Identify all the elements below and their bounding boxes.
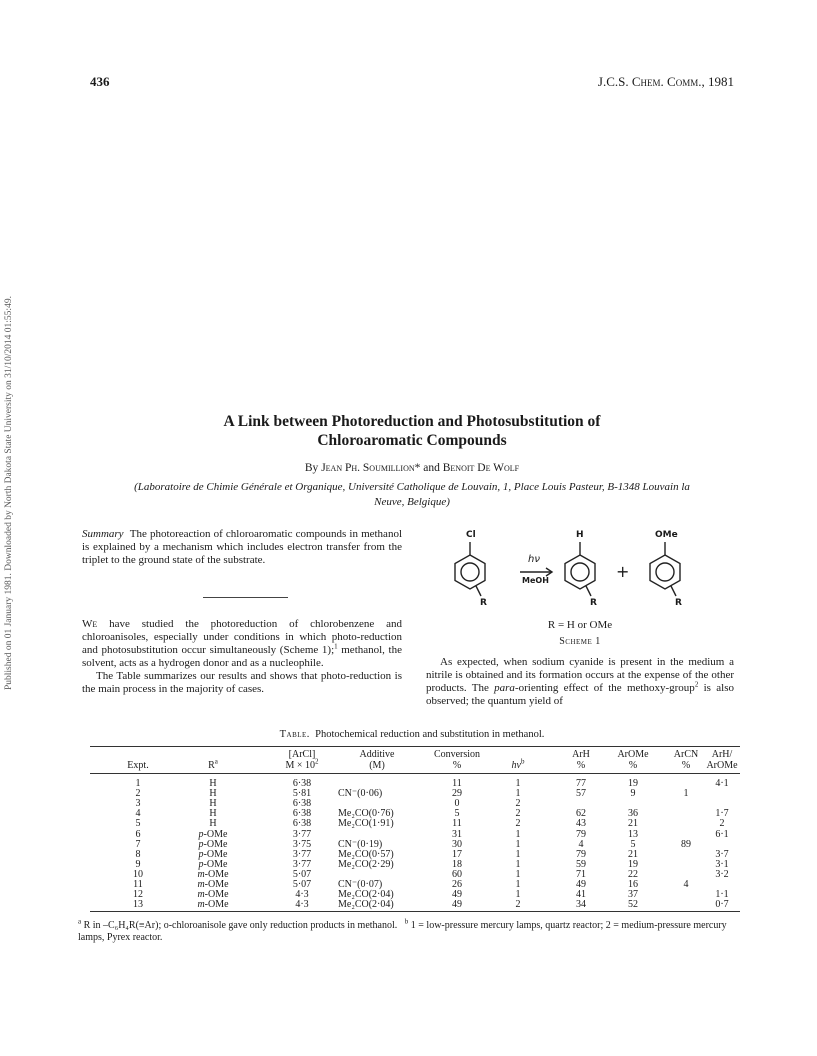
cell-conv: 30 [452,838,462,850]
aromatic-circle-1 [461,563,479,581]
cell-ratio: 1·1 [715,889,729,901]
r-definition: R = H or OMe [547,619,613,631]
paragraph-1: We have studied the photoreduction of chlorobenzene and chloroanisoles, especially under conditions in which photo-reduction and photosubstitution occur simultaneously (Scheme 1);$^1$ methanol, the solvent, acts as a hydrogen donor and as a nucleophile. [82,618,402,669]
cell-arome: 21 [628,818,638,830]
cell-conv: 5 [454,808,460,820]
cell-expt: 12 [133,889,143,901]
cell-arh: 79 [576,828,586,840]
cell-hv: 1 [515,868,521,880]
cell-r: m-OMe [197,868,229,880]
cell-conv: 31 [452,828,462,840]
table-header-rule [90,773,740,774]
cell-hv: 1 [515,879,521,890]
header-hv: $h\nu^b$ [511,757,525,771]
benzene-ring-1 [455,555,485,589]
cell-arcl: 6·38 [292,808,312,820]
scheme-caption: Scheme 1 [559,636,601,647]
cell-arh: 49 [576,879,586,890]
cell-hv: 2 [515,808,521,820]
article-title: A Link between Photoreduction and Photosubstitution of Chloroaromatic Compounds [223,413,601,449]
cell-arcn: 89 [681,838,691,850]
cell-arcl: 5·81 [292,788,312,800]
cell-arcl: 6·38 [292,778,312,789]
aromatic-circle-2 [571,563,589,581]
cell-hv: 1 [515,848,521,860]
table-top-rule [90,746,740,747]
header-r: $R^a$ [208,757,218,771]
cell-add: CN⁻(0·19) [338,838,383,850]
h-label: H [576,530,584,540]
r-label-3: R [675,598,682,608]
cell-ratio: 3·2 [715,868,729,880]
chloro-label: Cl [466,530,476,540]
header-arh-unit: % [576,760,586,771]
cell-ratio: 0·7 [715,899,729,911]
header-conversion: Conversion [433,749,481,760]
cell-add: Me₂CO(1·91) [338,818,394,830]
cell-r: p-OMe [198,838,228,850]
cell-r: p-OMe [198,848,228,860]
cell-arome: 13 [628,828,638,840]
cell-add: Me₂CO(0·57) [338,848,394,860]
cell-ratio: 2 [719,818,725,830]
cell-ratio: 1·7 [715,808,729,820]
r-label-2: R [590,598,597,608]
cell-expt: 11 [133,879,143,890]
paragraph-2: The Table summarizes our results and shows that photo-reduction is the main process in the majority of cases. [82,670,402,695]
cell-arome: 52 [628,899,638,911]
cell-arh: 71 [576,868,586,880]
cell-conv: 11 [452,818,462,830]
cell-conv: 29 [452,788,462,800]
author-1: Jean Ph. Soumillion [321,462,415,474]
cell-ratio: 6·1 [715,828,729,840]
plus-sign: + [616,562,630,581]
cell-expt: 6 [135,828,141,840]
ome-label: OMe [655,530,678,540]
cell-arcl: 5·07 [292,868,312,880]
cell-arcl: 6·38 [292,818,312,830]
cell-arh: 77 [576,778,586,789]
cell-hv: 1 [515,838,521,850]
header-arcl: [ArCl] [288,749,316,760]
cell-arh: 62 [576,808,586,820]
paragraph-3: As expected, when sodium cyanide is present in the medium a nitrile is obtained and its formation occurs at the expense of the other products. The para-orienting effect of the methoxy-group$^2$ is also observed; the quantum yield of [426,656,734,707]
section-divider [203,597,288,598]
cell-ratio: 3·1 [715,858,729,870]
cell-r: H [209,808,217,820]
header-conversion-unit: % [452,760,462,771]
header-arome: ArOMe [617,749,649,760]
meoh-label: MeOH [522,576,549,585]
cell-arome: 19 [628,858,638,870]
cell-arome: 37 [628,889,638,901]
cell-arh: 34 [576,899,586,911]
cell-expt: 3 [135,798,141,810]
cell-expt: 1 [135,778,141,789]
cell-arome: 16 [628,879,638,890]
cell-arh: 79 [576,848,586,860]
cell-expt: 2 [135,788,141,800]
cell-arcl: 5·07 [292,879,312,890]
table-footnote: $^a$ R in –C₆H₄R(≡Ar); o-chloroanisole gave only reduction products in methanol. $^b$ 1 = low-pressure mercury lamps, quartz reactor; 2 = medium-pressure mercury lamps, Pyrex reactor. [78,917,727,943]
cell-arh: 57 [576,788,586,800]
body-left-column [82,618,402,696]
cell-arome: 19 [628,778,638,789]
header-ratio-unit: ArOMe [706,760,738,771]
r-label-1: R [480,598,487,608]
cell-arh: 43 [576,818,586,830]
cell-conv: 60 [452,868,462,880]
header-arcn-unit: % [681,760,691,771]
benzene-ring-2 [565,555,595,589]
cell-ratio: 4·1 [715,778,729,789]
cell-add: CN⁻(0·06) [338,788,383,800]
table-bottom-rule [90,911,740,912]
cell-add: Me₂CO(2·04) [338,889,394,901]
cell-conv: 49 [452,899,462,911]
cell-expt: 5 [135,818,141,830]
cell-arcl: 3·77 [292,828,312,840]
cell-hv: 1 [515,788,521,800]
cell-arcl: 6·38 [292,798,312,810]
cell-r: m-OMe [197,899,229,911]
summary: Summary The photoreaction of chloroaromatic compounds in methanol is explained by a mechanism which includes electron transfer from the triplet to the ground state of the substrate. [82,528,402,566]
header-arcn: ArCN [673,749,699,760]
page-number: 436 [90,74,110,89]
cell-expt: 4 [135,808,141,820]
cell-r: m-OMe [197,879,229,890]
cell-r: H [209,778,217,789]
cell-arcl: 3·77 [292,848,312,860]
cell-arcl: 3·75 [292,838,312,850]
cell-arcl: 4·3 [295,889,309,901]
benzene-ring-3 [650,555,680,589]
cell-expt: 13 [133,899,143,911]
header-additive: Additive [359,749,395,760]
cell-arcl: 4·3 [295,899,309,911]
cell-arh: 4 [578,838,584,850]
cell-conv: 49 [452,889,462,901]
cell-r: p-OMe [198,828,228,840]
body-right-column [426,656,734,708]
cell-conv: 11 [452,778,462,789]
cell-expt: 7 [135,838,141,850]
header-additive-unit: (M) [369,760,385,771]
cell-hv: 2 [515,899,521,911]
cell-hv: 1 [515,778,521,789]
cell-arome: 5 [630,838,636,850]
cell-hv: 2 [515,818,521,830]
results-table [90,746,740,912]
download-stamp: Published on 01 January 1981. Downloaded by North Dakota State University on 31/10/2014 01:55:49. [4,296,14,690]
author-2: Benoit De Wolf [442,462,520,474]
cell-arh: 41 [576,889,586,901]
header-ratio: ArH/ [711,749,733,760]
header-arcl-unit: $M \times 10^2$ [285,757,319,771]
cell-conv: 26 [452,879,462,890]
cell-conv: 0 [454,798,460,810]
summary-label: Summary [82,528,124,540]
cell-hv: 2 [515,798,521,810]
cell-arcn: 1 [683,788,689,800]
aromatic-circle-3 [656,563,674,581]
cell-expt: 10 [133,868,143,880]
hv-label: hν [528,554,540,565]
cell-arcn: 4 [683,879,689,890]
cell-r: H [209,798,217,810]
cell-hv: 1 [515,889,521,901]
header-arh: ArH [572,749,590,760]
cell-r: p-OMe [198,858,228,870]
journal-name: J.C.S. Chem. Comm., 1981 [597,74,734,89]
cell-arome: 36 [628,808,638,820]
cell-hv: 1 [515,858,521,870]
cell-add: Me₂CO(2·04) [338,899,394,911]
header-expt: Expt. [127,760,149,771]
cell-arome: 9 [630,788,636,800]
cell-arome: 21 [628,848,638,860]
cell-expt: 9 [135,858,141,870]
cell-hv: 1 [515,828,521,840]
cell-r: m-OMe [197,889,229,901]
cell-conv: 17 [452,848,462,860]
page-header [90,74,734,90]
cell-expt: 8 [135,848,141,860]
cell-arome: 22 [628,868,638,880]
cell-arh: 59 [576,858,586,870]
table-caption: Table. Photochemical reduction and substitution in methanol. [279,729,545,740]
cell-arcl: 3·77 [292,858,312,870]
cell-add: Me₂CO(2·29) [338,858,394,870]
cell-r: H [209,788,217,800]
header-arome-unit: % [628,760,638,771]
cell-ratio: 3·7 [715,848,729,860]
affiliation: (Laboratoire de Chimie Générale et Organique, Université Catholique de Louvain, 1, Place Louis Pasteur, B-1348 Louvain la Neuve, Belgique) [134,481,690,508]
author-line: By Jean Ph. Soumillion* and Benoit De Wolf [304,462,520,474]
cell-add: CN⁻(0·07) [338,879,383,890]
cell-conv: 18 [452,858,462,870]
cell-add: Me₂CO(0·76) [338,808,394,820]
cell-r: H [209,818,217,830]
